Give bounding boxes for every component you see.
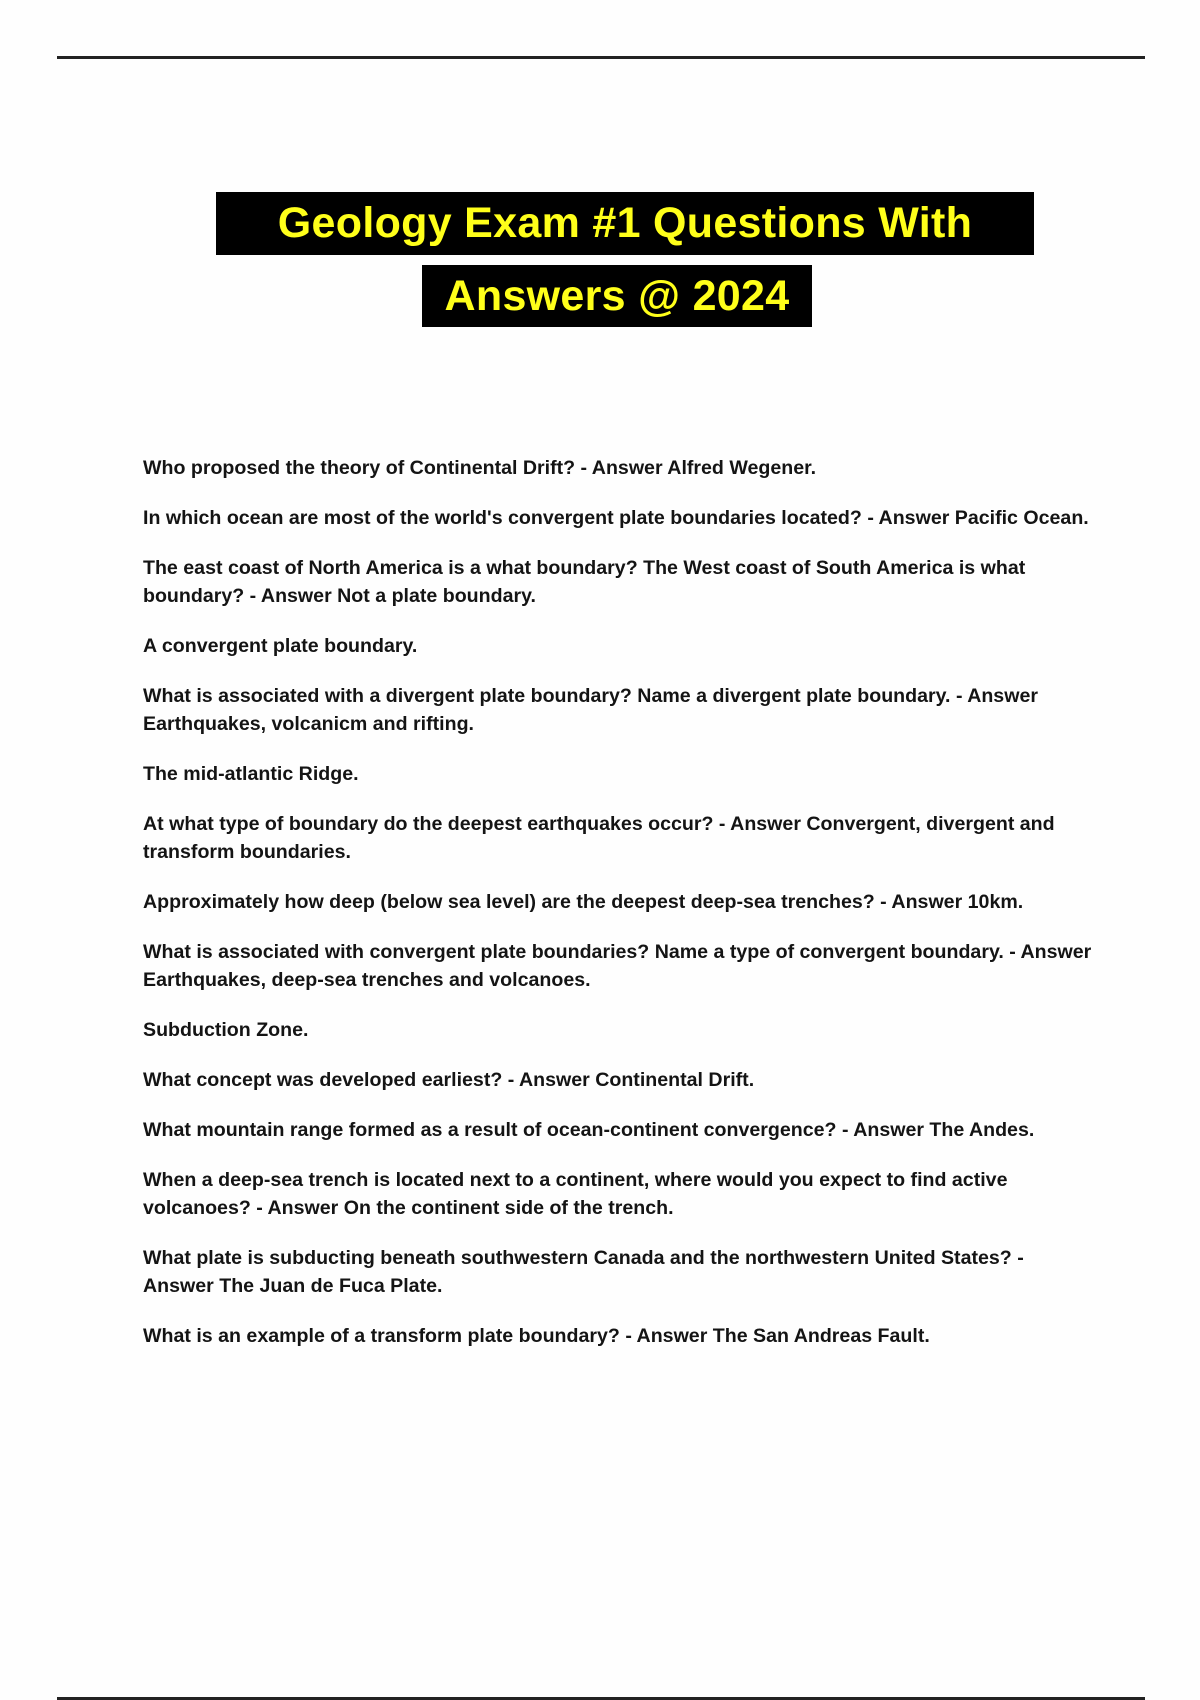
qa-item: What mountain range formed as a result of ocean-continent convergence? - Answer The Andes. [143,1119,1035,1141]
document-title-line-1: Geology Exam #1 Questions With [216,192,1034,255]
qa-item: In which ocean are most of the world's convergent plate boundaries located? - Answer Pacific Ocean. [143,507,1089,529]
qa-item: What is an example of a transform plate boundary? - Answer The San Andreas Fault. [143,1325,930,1347]
qa-item: What is associated with a divergent plate boundary? Name a divergent plate boundary. - Answer Earthquakes, volcanicm and rifting. [143,685,1038,735]
qa-item: What is associated with convergent plate boundaries? Name a type of convergent boundary. - Answer Earthquakes, deep-sea trenches and volcanoes. [143,941,1092,991]
document-title-line-2: Answers @ 2024 [422,265,812,327]
qa-item: What plate is subducting beneath southwestern Canada and the northwestern United States? - Answer The Juan de Fuca Plate. [143,1247,1024,1297]
qa-item: Approximately how deep (below sea level) are the deepest deep-sea trenches? - Answer 10km. [143,891,1024,913]
qa-item: The east coast of North America is a what boundary? The West coast of South America is what boundary? - Answer Not a plate boundary. [143,557,1026,607]
qa-item: At what type of boundary do the deepest earthquakes occur? - Answer Convergent, divergent and transform boundaries. [143,813,1055,863]
qa-item: A convergent plate boundary. [143,635,418,657]
qa-item: The mid-atlantic Ridge. [143,763,359,785]
header-rule [57,56,1145,59]
qa-item: Subduction Zone. [143,1019,309,1041]
qa-item: When a deep-sea trench is located next to a continent, where would you expect to find active volcanoes? - Answer On the continent side of the trench. [143,1169,1008,1219]
qa-item: What concept was developed earliest? - Answer Continental Drift. [143,1069,755,1091]
question-answer-list [143,454,1093,1372]
qa-item: Who proposed the theory of Continental Drift? - Answer Alfred Wegener. [143,457,817,479]
